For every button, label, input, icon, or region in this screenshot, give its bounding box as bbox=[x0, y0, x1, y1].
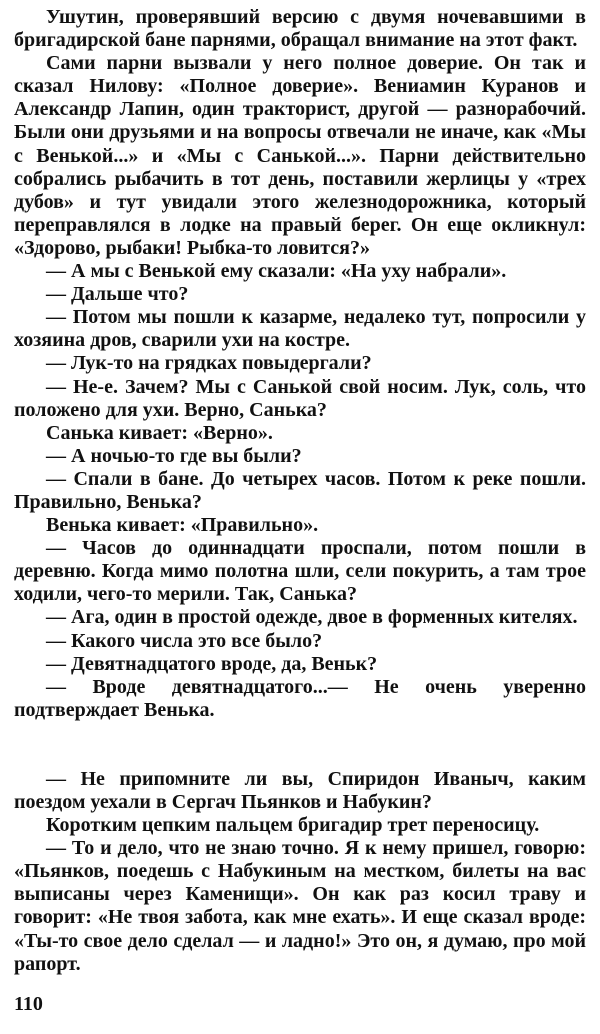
page-number: 110 bbox=[14, 993, 43, 1015]
paragraph: Сами парни вызвали у него полное доверие. Он так и сказал Нилову: «Полное доверие». Вениамин Куранов и Александр Лапин, один тракторист, другой — разнорабочий. Были они друзьями и на вопросы отвечали не иначе, как «Мы с Венькой...» и «Мы с Санькой...». Парни действительно собрались рыбачить в тот день, поставили жерлицы у «трех дубов» и тут увидали этого железнодорожника, который переправлялся в лодке на правый берег. Он еще окликнул: «Здорово, рыбаки! Рыбка-то ловится?» bbox=[14, 52, 586, 259]
dialogue-line: — Дальше что? bbox=[46, 283, 189, 306]
dialogue-line: — А ночью-то где вы были? bbox=[46, 444, 302, 467]
dialogue-line: — Вроде девятнадцатого...— Не очень уверенно подтверждает Венька. bbox=[14, 675, 586, 721]
paragraph: Коротким цепким пальцем бригадир трет переносицу. bbox=[46, 814, 540, 837]
dialogue-line: — Не припомните ли вы, Спиридон Иваныч, каким поездом уехали в Сергач Пьянков и Набукин? bbox=[14, 767, 586, 813]
dialogue-line: — Часов до одиннадцати проспали, потом пошли в деревню. Когда мимо полотна шли, сели покурить, а там трое ходили, чего-то мерили. Так, Санька? bbox=[14, 537, 586, 606]
book-page bbox=[14, 6, 586, 976]
paragraph: Санька кивает: «Верно». bbox=[46, 421, 273, 444]
dialogue-line: — Лук-то на грядках повыдергали? bbox=[46, 352, 372, 375]
dialogue-line: — Не-е. Зачем? Мы с Санькой свой носим. Лук, соль, что положено для ухи. Верно, Санька? bbox=[14, 375, 586, 421]
dialogue-line: — А мы с Венькой ему сказали: «На уху набрали». bbox=[46, 260, 507, 283]
dialogue-line: — Девятнадцатого вроде, да, Веньк? bbox=[46, 652, 378, 675]
paragraph: Ушутин, проверявший версию с двумя ночевавшими в бригадирской бане парнями, обращал внимание на этот факт. bbox=[14, 6, 586, 52]
section-break bbox=[14, 722, 586, 768]
dialogue-line: — Какого числа это все было? bbox=[46, 629, 323, 652]
dialogue-line: — Потом мы пошли к казарме, недалеко тут, попросили у хозяина дров, сварили ухи на костре. bbox=[14, 306, 586, 352]
dialogue-line: — То и дело, что не знаю точно. Я к нему пришел, говорю: «Пьянков, поедешь с Набукиным на местком, билеты на вас выписаны через Каменищи». Он как раз косил траву и говорит: «Не твоя забота, как мне ехать». И еще сказал вроде: «Ты-то свое дело сделал — и ладно!» Это он, я думаю, про мой рапорт. bbox=[14, 837, 586, 975]
paragraph: Венька кивает: «Правильно». bbox=[46, 514, 319, 537]
dialogue-line: — Ага, один в простой одежде, двое в форменных кителях. bbox=[46, 606, 578, 629]
dialogue-line: — Спали в бане. До четырех часов. Потом к реке пошли. Правильно, Венька? bbox=[14, 467, 586, 513]
